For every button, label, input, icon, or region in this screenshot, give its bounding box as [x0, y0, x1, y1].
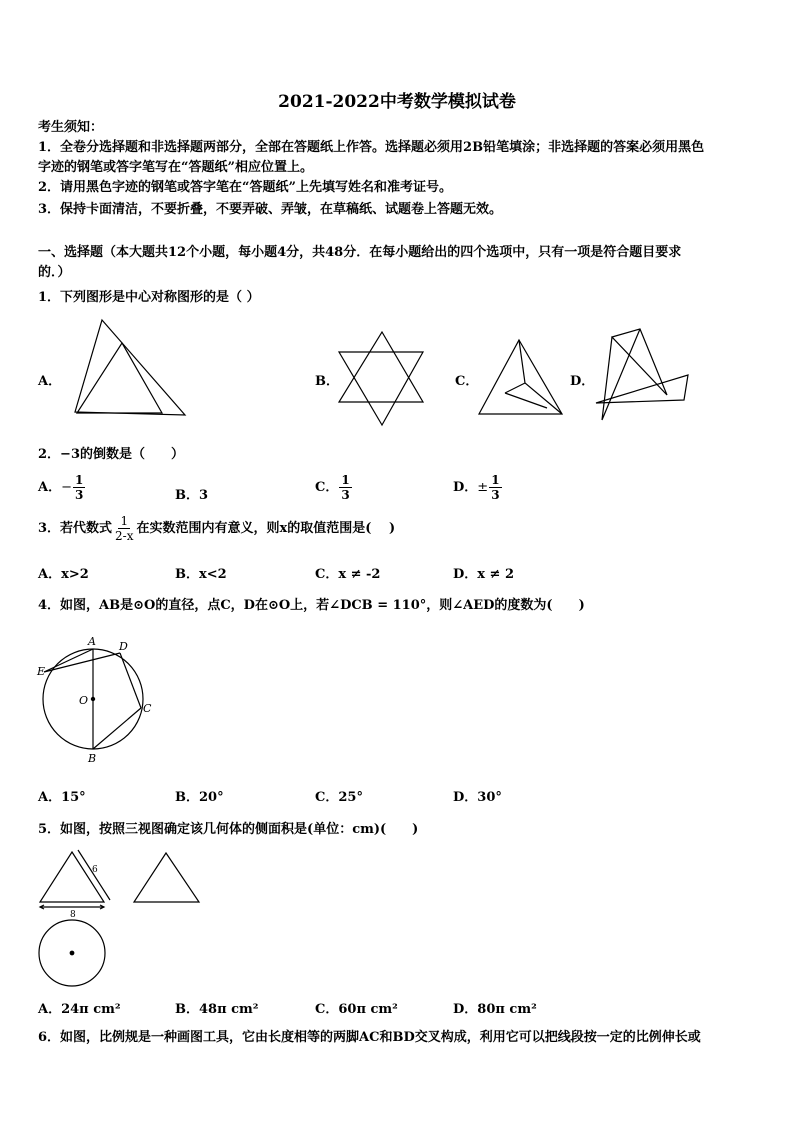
q2-d-denominator: 3 [491, 488, 500, 502]
q1-option-b-label: B． [315, 374, 339, 389]
q1-c-inner-line-3 [505, 393, 547, 408]
q4-option-c[interactable]: C．25° [315, 790, 363, 805]
q5-option-c[interactable]: C．60π cm² [315, 1002, 398, 1017]
q2-option-a[interactable] [38, 473, 86, 502]
q5-front-view [36, 848, 116, 918]
q2-a-sign: − [61, 480, 72, 495]
question-4-stem: 4．如图，AB是⊙O的直径，点C，D在⊙O上，若∠DCB = 110°，则∠AED的度数为( ) [38, 598, 585, 613]
q3-option-b[interactable]: B．x<2 [175, 567, 227, 582]
q4-chord-ea [44, 649, 93, 672]
q1-figure-b [335, 330, 430, 428]
q3-denominator: 2-x [115, 529, 134, 543]
q2-a-denominator: 3 [75, 488, 84, 502]
q1-a-large-triangle [75, 320, 185, 415]
q2-option-c[interactable] [315, 473, 353, 502]
notice-line-3: 3．保持卡面清洁，不要折叠，不要弄破、弄皱，在草稿纸、试题卷上答题无效。 [38, 202, 503, 217]
section-heading-line-1: 一、选择题（本大题共12个小题，每小题4分，共48分．在每小题给出的四个选项中，只有一项是符合题目要求 [38, 245, 682, 260]
question-2-stem: 2．−3的倒数是（ ） [38, 447, 184, 462]
q2-d-numerator: 1 [491, 473, 500, 487]
q4-label-b: B [88, 752, 97, 765]
q1-b-down-triangle [339, 352, 423, 425]
question-1-stem: 1．下列图形是中心对称图形的是（ ） [38, 290, 260, 305]
q2-option-d[interactable] [453, 473, 503, 502]
q5-top-view [37, 918, 109, 990]
q5-top-center-point [70, 951, 74, 955]
q2-c-fraction [339, 473, 351, 502]
q5-option-d[interactable]: D．80π cm² [453, 1002, 537, 1017]
q2-d-fraction [489, 473, 501, 502]
q1-figure-c [477, 338, 567, 418]
q4-chord-dc [120, 653, 141, 708]
q5-side-view [132, 850, 204, 906]
q1-d-triangle-2 [596, 375, 688, 403]
q2-d-sign: ± [477, 480, 489, 495]
page-title: 2021-2022中考数学模拟试卷 [278, 92, 516, 112]
q3-stem-pre: 3．若代数式 [38, 521, 113, 536]
question-6-stem: 6．如图，比例规是一种画图工具，它由长度相等的两脚AC和BD交叉构成，利用它可以把线段按一定的比例伸长或 [38, 1030, 701, 1045]
section-heading-line-2: 的．） [38, 265, 71, 280]
q2-a-numerator: 1 [75, 473, 84, 487]
q1-option-d-label: D． [570, 374, 595, 389]
q5-side-dimension-line [78, 850, 110, 900]
notice-line-1: 1．全卷分选择题和非选择题两部分，全部在答题纸上作答。选择题必须用2B铅笔填涂；非选择题的答案必须用黑色 [38, 140, 705, 155]
q5-dim-side: 6 [92, 865, 98, 875]
notice-line-1b: 字迹的钢笔或答字笔写在“答题纸”相应位置上。 [38, 160, 313, 175]
q4-chord-ed [44, 653, 120, 672]
q4-option-a[interactable]: A．15° [38, 790, 86, 805]
notice-line-2: 2．请用黑色字迹的钢笔或答字笔在“答题纸”上先填写姓名和准考证号。 [38, 180, 453, 195]
q3-numerator: 1 [120, 514, 129, 528]
q4-label-o: O [79, 694, 89, 707]
q1-a-small-triangle [77, 343, 162, 413]
q3-option-d[interactable]: D．x ≠ 2 [453, 567, 515, 582]
q4-label-d: D [119, 640, 128, 653]
q1-b-up-triangle [339, 332, 423, 402]
q5-front-triangle [40, 852, 104, 902]
q1-figure-a [60, 315, 190, 420]
q1-option-c-label: C． [455, 374, 479, 389]
q2-option-b[interactable]: B．3 [175, 488, 209, 503]
q2-a-label: A． [38, 480, 62, 495]
q1-figure-d [592, 325, 692, 425]
q1-c-inner-line-2 [505, 383, 525, 393]
q1-option-a-label: A． [38, 374, 62, 389]
q2-a-fraction [73, 473, 85, 502]
q5-dim-base: 8 [70, 910, 76, 920]
q4-option-b[interactable]: B．20° [175, 790, 224, 805]
q1-d-triangle-1 [612, 329, 667, 395]
q1-d-triangle-3 [602, 329, 640, 420]
q2-c-numerator: 1 [341, 473, 350, 487]
q3-option-c[interactable]: C．x ≠ -2 [315, 567, 381, 582]
q4-label-e: E [37, 665, 46, 678]
q4-circle-figure [36, 636, 161, 766]
q4-option-d[interactable]: D．30° [453, 790, 502, 805]
q4-center-point [91, 697, 94, 700]
q3-stem-post: 在实数范围内有意义，则x的取值范围是( ) [136, 521, 396, 536]
q2-c-denominator: 3 [341, 488, 350, 502]
q2-c-label: C． [315, 480, 339, 495]
q4-label-a: A [88, 635, 96, 648]
q5-side-triangle [134, 853, 199, 902]
q2-d-label: D． [453, 480, 478, 495]
notice-heading: 考生须知： [38, 120, 104, 135]
q5-option-b[interactable]: B．48π cm² [175, 1002, 259, 1017]
question-5-stem: 5．如图，按照三视图确定该几何体的侧面积是(单位：cm)( ) [38, 822, 419, 837]
q3-option-a[interactable]: A．x>2 [38, 567, 89, 582]
q3-fraction [113, 514, 135, 543]
q5-option-a[interactable]: A．24π cm² [38, 1002, 121, 1017]
q4-label-c: C [143, 702, 152, 715]
question-3-stem [38, 514, 395, 543]
